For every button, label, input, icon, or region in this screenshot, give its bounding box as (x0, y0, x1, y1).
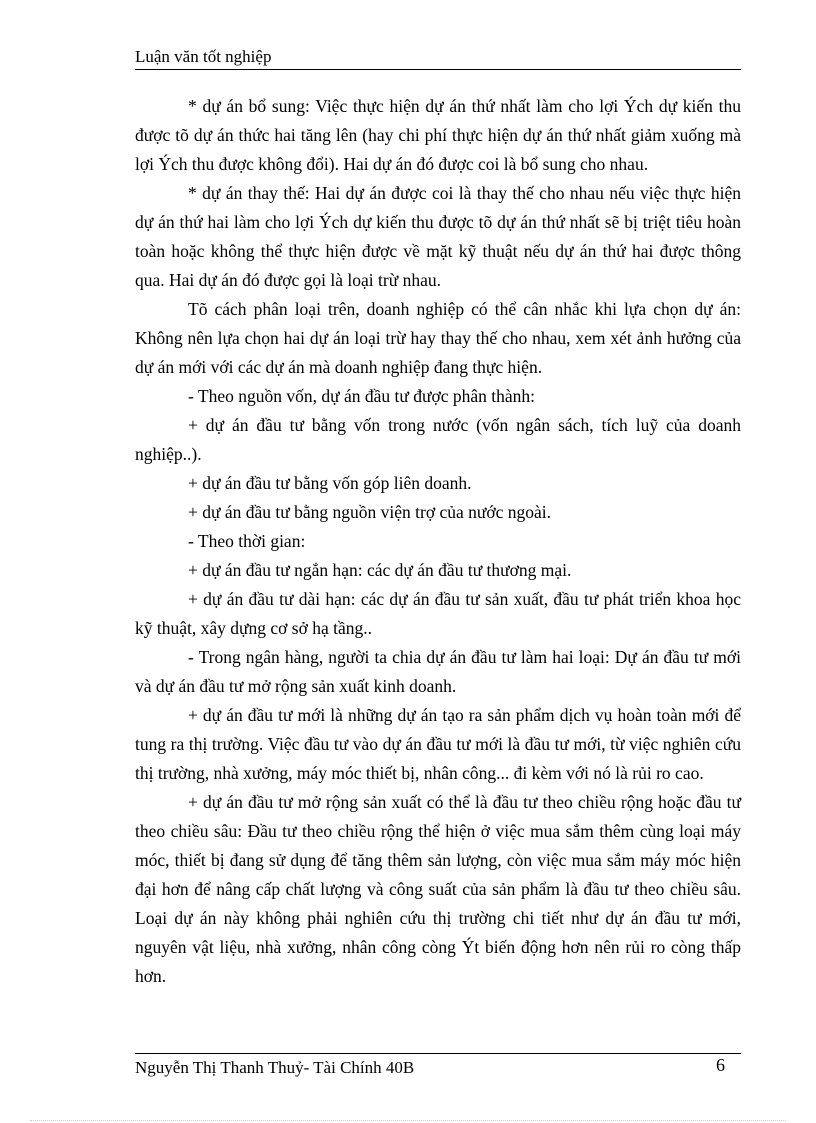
footer-author: Nguyễn Thị Thanh Thuỷ- Tài Chính 40B (135, 1058, 415, 1077)
paragraph-classification-conclusion: Tõ cách phân loại trên, doanh nghiệp có thể cân nhắc khi lựa chọn dự án: Không nên lựa chọn hai dự án loại trừ hay thay thế cho nhau, xem xét ảnh hưởng của dự án mới với các dự án mà doanh nghiệp đang thực hiện. (135, 299, 741, 377)
paragraph-new-investment: + dự án đầu tư mới là những dự án tạo ra sản phẩm dịch vụ hoàn toàn mới để tung ra thị trường. Việc đầu tư vào dự án đầu tư mới là đầu tư mới, từ việc nghiên cứu thị trường, nhà xưởng, máy móc thiết bị, nhân công... đi kèm với nó là rủi ro cao. (135, 705, 741, 783)
page-number: 6 (716, 1055, 725, 1075)
paragraph-joint-venture-capital: + dự án đầu tư bằng vốn góp liên doanh. (188, 473, 472, 493)
paragraph-foreign-aid: + dự án đầu tư bằng nguồn viện trợ của nước ngoài. (188, 502, 551, 522)
paragraph-long-term: + dự án đầu tư dài hạn: các dự án đầu tư sản xuất, đầu tư phát triển khoa học kỹ thuật, xây dựng cơ sở hạ tầng.. (135, 589, 741, 638)
paragraph-domestic-capital: + dự án đầu tư bằng vốn trong nước (vốn ngân sách, tích luỹ của doanh nghiệp..). (135, 415, 741, 464)
paragraph-by-time: - Theo thời gian: (188, 531, 306, 551)
paragraph-by-funding-source: - Theo nguồn vốn, dự án đầu tư được phân thành: (188, 386, 535, 406)
page-header (135, 46, 741, 70)
footer-divider (135, 1053, 741, 1054)
body-text (135, 92, 741, 991)
header-title: Luận văn tốt nghiệp (135, 47, 272, 66)
paragraph-expansion-investment: + dự án đầu tư mở rộng sản xuất có thể là đầu tư theo chiều rộng hoặc đầu tư theo chiều sâu: Đầu tư theo chiều rộng thể hiện ở việc mua sắm thêm cùng loại máy móc, thiết bị đang sử dụng để tăng thêm sản lượng, còn việc mua sắm máy móc hiện đại hơn để nâng cấp chất lượng và công suất của sản phẩm là đầu tư theo chiều sâu. Loại dự án này không phải nghiên cứu thị trường chi tiết như dự án đầu tư mới, nguyên vật liệu, nhà xưởng, nhân công còng Ýt biến động hơn nên rủi ro còng thấp hơn. (135, 792, 741, 986)
paragraph-short-term: + dự án đầu tư ngắn hạn: các dự án đầu tư thương mại. (188, 560, 572, 580)
paragraph-complementary-projects: * dự án bổ sung: Việc thực hiện dự án thứ nhất làm cho lợi Ých dự kiến thu được tõ dự án thức hai tăng lên (hay chi phí thực hiện dự án thứ nhất giảm xuống mà lợi Ých thu được không đổi). Hai dự án đó được coi là bổ sung cho nhau. (135, 96, 741, 174)
paragraph-substitute-projects: * dự án thay thế: Hai dự án được coi là thay thế cho nhau nếu việc thực hiện dự án thứ hai làm cho lợi Ých dự kiến thu được tõ dự án thứ nhất sẽ bị triệt tiêu hoàn toàn hoặc không thể thực hiện được về mặt kỹ thuật nếu dự án thứ hai được thông qua. Hai dự án đó được gọi là loại trừ nhau. (135, 183, 741, 290)
paragraph-in-banking: - Trong ngân hàng, người ta chia dự án đầu tư làm hai loại: Dự án đầu tư mới và dự án đầu tư mở rộng sản xuất kinh doanh. (135, 647, 741, 696)
page-bottom-border (30, 1120, 786, 1121)
